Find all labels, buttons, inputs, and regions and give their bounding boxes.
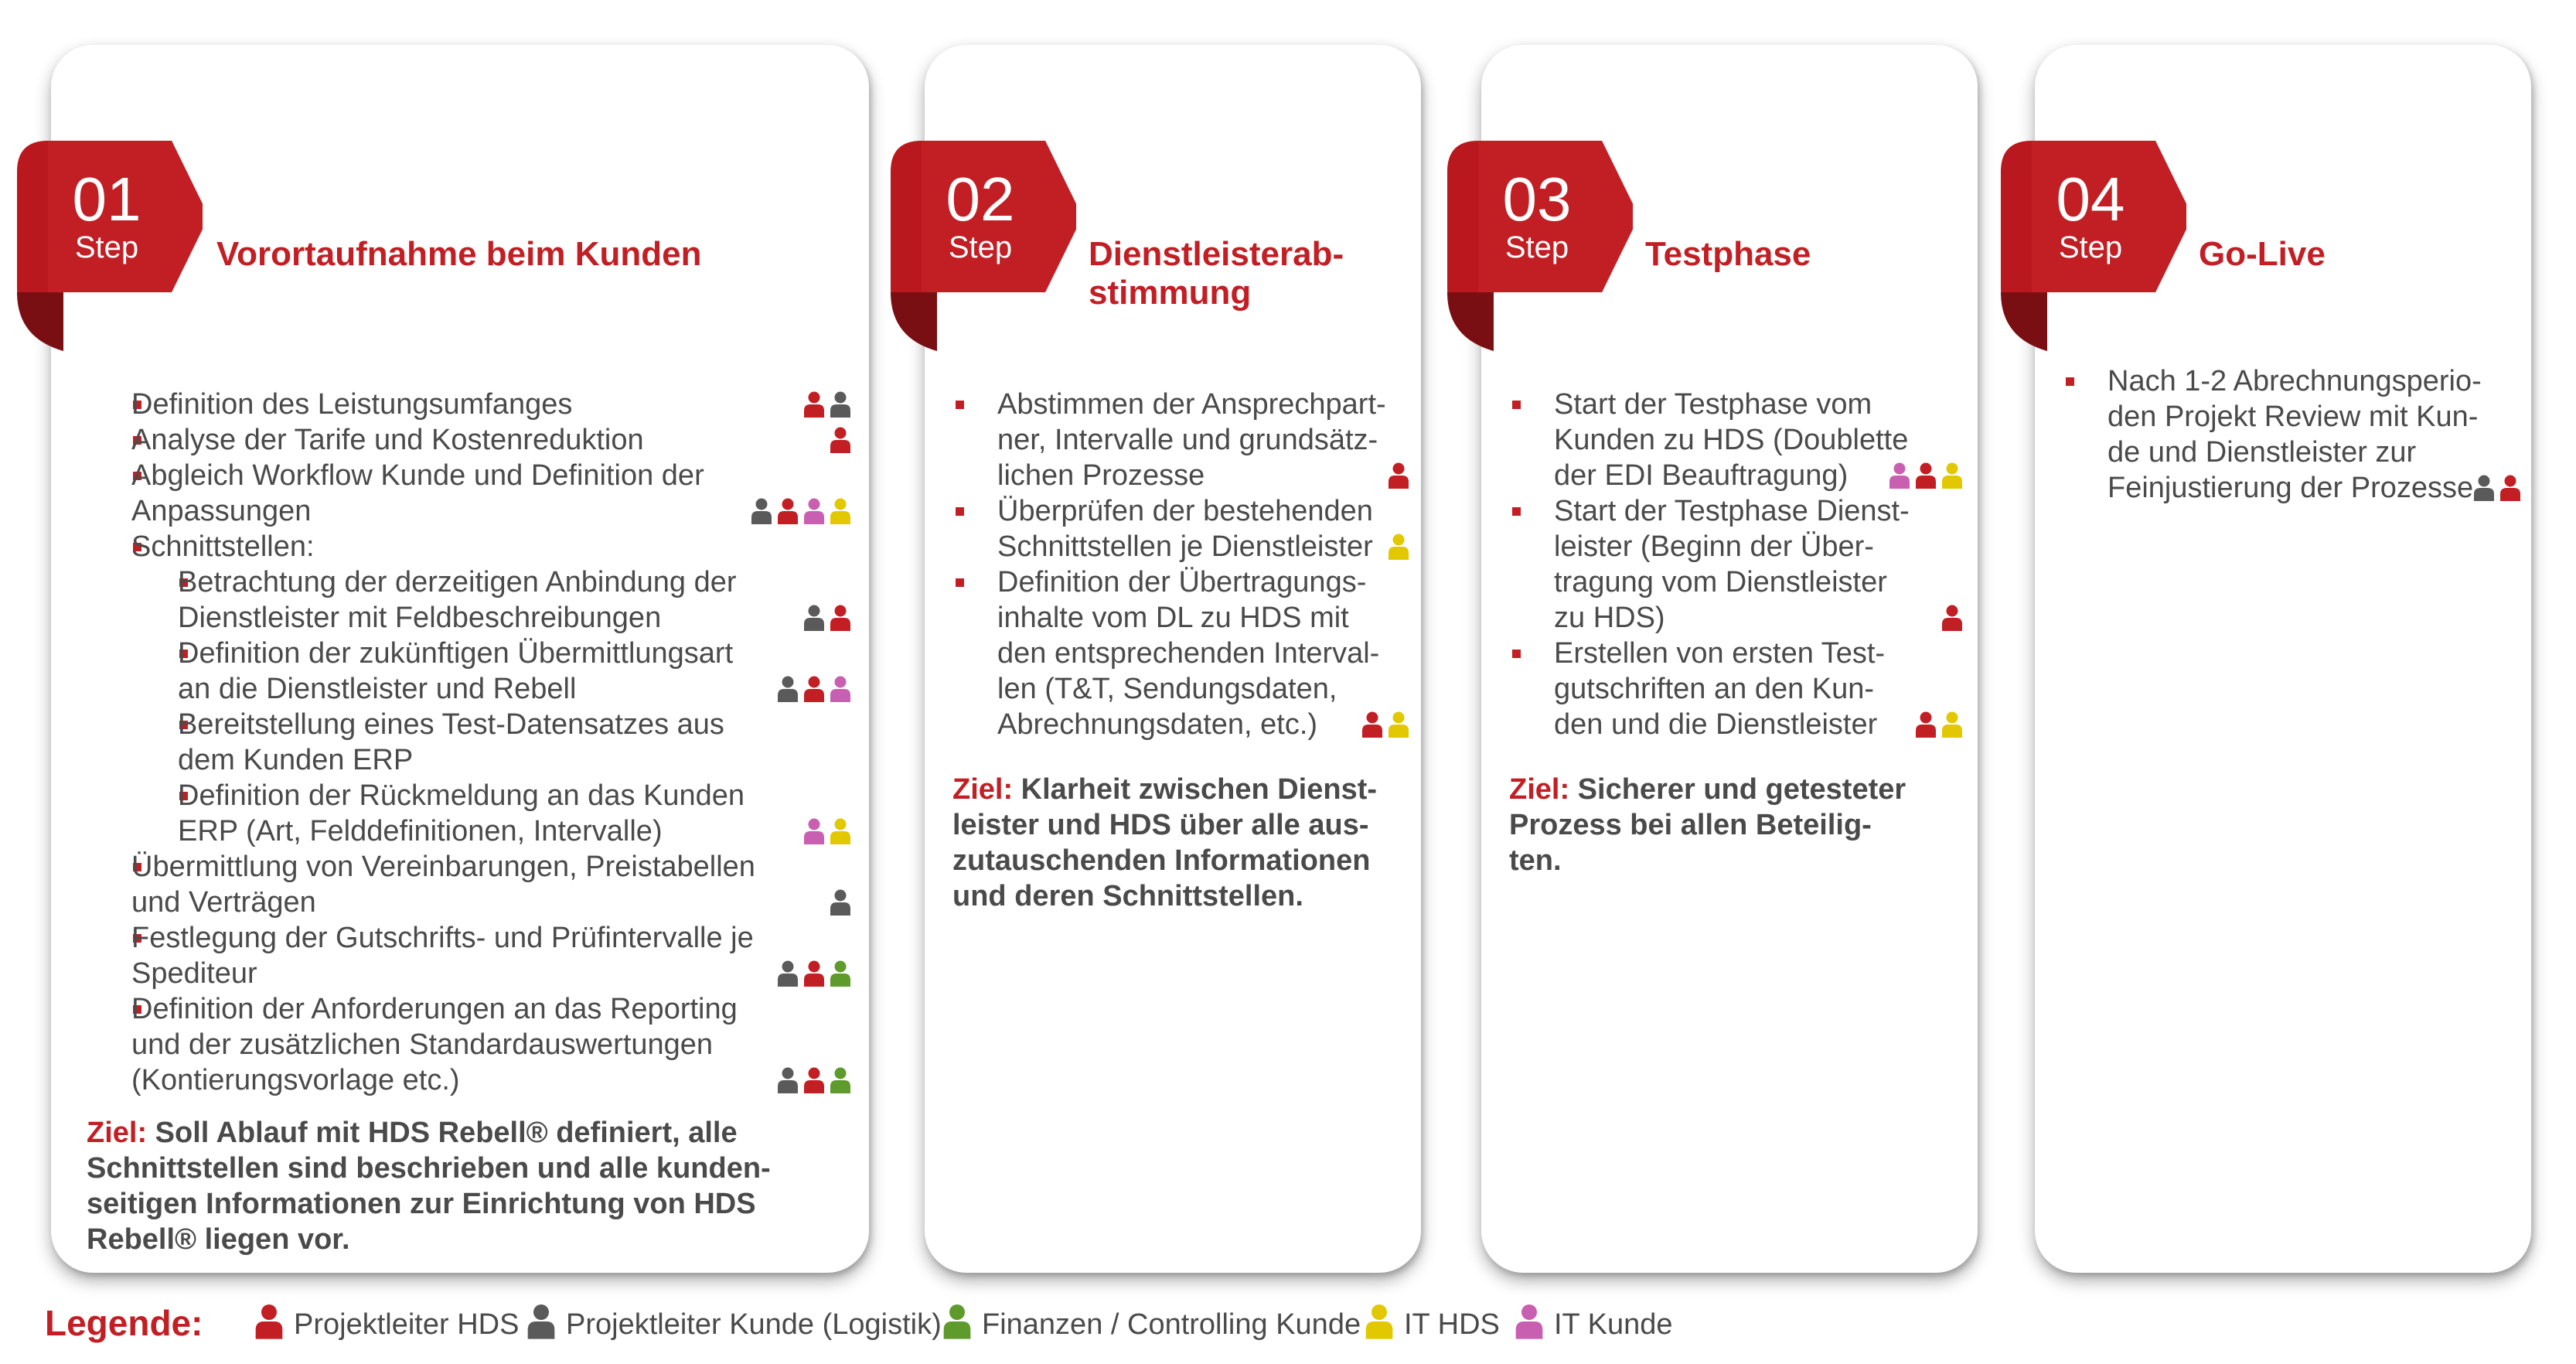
step-ribbon-2	[891, 141, 1076, 351]
list-item-text: Start der Testphase vom Kunden zu HDS (Doublette der EDI Beauftragung)	[1554, 388, 1909, 492]
it-kunde-person-icon	[829, 676, 852, 702]
kunde-pl-person-icon	[750, 498, 773, 524]
step-number: 02	[946, 165, 1015, 234]
goal-text	[1509, 772, 1927, 878]
kunde-pl-person-icon	[829, 391, 852, 418]
hds-pl-person-icon	[802, 676, 826, 702]
step-label: Step	[1504, 230, 1569, 264]
goal-label: Ziel:	[952, 773, 1014, 806]
legend-label: Projektleiter Kunde (Logistik)	[566, 1308, 942, 1341]
hds-pl-person-icon	[1387, 462, 1410, 489]
role-icons	[776, 676, 852, 702]
hds-pl-person-icon	[2499, 475, 2522, 501]
hds-pl-person-icon	[829, 427, 852, 453]
hds-pl-person-icon	[776, 498, 799, 524]
list-item-text: Festlegung der Gutschrifts- und Prüfintervalle je Spediteur	[131, 922, 754, 990]
step-label: Step	[948, 230, 1013, 264]
finanzen-person-icon	[829, 1067, 852, 1093]
finanzen-person-icon	[829, 960, 852, 987]
role-icons	[1941, 605, 1964, 631]
kunde-pl-person-icon	[829, 889, 852, 916]
step-label: Step	[74, 230, 139, 264]
goal-label: Ziel:	[1509, 773, 1570, 806]
step-title: Vorortaufnahme beim Kunden	[216, 235, 702, 273]
role-icons	[802, 605, 852, 631]
role-icons	[1914, 711, 1964, 738]
list-item-text: Abstimmen der Ansprechpart- ner, Intervalle und grundsätz- lichen Prozesse	[997, 388, 1386, 492]
role-icons	[802, 391, 852, 418]
kunde-pl-person-icon	[802, 605, 826, 631]
hds-pl-person-icon	[802, 1067, 826, 1093]
list-item-text: Definition der Rückmeldung an das Kunden ERP (Art, Felddefinitionen, Intervalle)	[178, 779, 745, 847]
role-icons	[1361, 711, 1410, 738]
goal-text	[87, 1115, 782, 1257]
kunde-pl-person-icon	[776, 1067, 799, 1093]
legend-title: Legende:	[45, 1303, 203, 1343]
step-number: 01	[72, 165, 141, 234]
role-icons	[802, 818, 852, 844]
list-item-text: Übermittlung von Vereinbarungen, Preistabellen und Verträgen	[131, 851, 755, 919]
step-number: 03	[1502, 165, 1572, 234]
step-ribbon-1	[17, 141, 203, 351]
step-title	[1089, 235, 1398, 312]
hds-pl-person-icon	[802, 960, 826, 987]
hds-pl-person-icon	[1914, 462, 1937, 489]
hds-pl-person-icon	[802, 391, 826, 418]
role-icons	[829, 427, 852, 453]
goal-text	[952, 772, 1378, 914]
goal-body: Sicherer und getesteter Prozess bei allen Beteilig- ten.	[1509, 773, 1906, 877]
bullet	[2066, 377, 2074, 386]
step-ribbon-3	[1447, 141, 1633, 351]
step-title: Testphase	[1645, 235, 1811, 273]
role-icons	[776, 1067, 852, 1093]
goal-body: Klarheit zwischen Dienst- leister und HDS über alle aus- zutauschenden Informationen und deren Schnittstellen.	[952, 773, 1378, 912]
list-item-text: Erstellen von ersten Test- gutschriften an den Kun- den und die Dienstleister	[1554, 637, 1886, 741]
role-icons	[829, 889, 852, 916]
step-number: 04	[2056, 165, 2125, 234]
list-item-text: Bereitstellung eines Test-Datensatzes aus dem Kunden ERP	[178, 708, 724, 776]
list-item-text: Definition des Leistungsumfanges	[131, 388, 573, 421]
bullet	[956, 401, 964, 409]
it-hds-person-icon	[829, 498, 852, 524]
step-ribbon-4	[2001, 141, 2186, 351]
hds-pl-person-icon	[829, 605, 852, 631]
it-hds-person-icon	[1941, 462, 1964, 489]
role-icons	[1888, 462, 1964, 489]
role-icons	[776, 960, 852, 987]
hds-pl-person-icon	[1914, 711, 1937, 738]
bullet	[956, 578, 964, 587]
kunde-pl-person-icon	[776, 960, 799, 987]
legend-label: IT HDS	[1404, 1308, 1500, 1341]
it-hds-person-icon	[1387, 534, 1410, 560]
it-kunde-person-icon	[802, 498, 826, 524]
list-item-text: Definition der zukünftigen Übermittlungsart an die Dienstleister und Rebell	[178, 637, 734, 705]
role-icons	[1387, 462, 1410, 489]
list-item-text: Abgleich Workflow Kunde und Definition der Anpassungen	[131, 459, 704, 527]
it-kunde-person-icon	[1888, 462, 1911, 489]
list-item-text: Schnittstellen:	[131, 530, 315, 563]
step-label: Step	[2058, 230, 2123, 264]
list-item-text: Überprüfen der bestehenden Schnittstellen je Dienstleister	[997, 495, 1373, 563]
it-kunde-person-icon	[802, 818, 826, 844]
list-item-text: Definition der Übertragungs- inhalte vom DL zu HDS mit den entsprechenden Interval- len (T&T, Sendungsdaten, Abrechnungsdaten, etc.)	[997, 566, 1380, 741]
hds-pl-person-icon	[1941, 605, 1964, 631]
legend-label: Projektleiter HDS	[294, 1308, 520, 1341]
bullet	[1512, 507, 1521, 516]
step-title-text: Dienstleisterab- stimmung	[1089, 235, 1344, 312]
it-hds-person-icon	[829, 818, 852, 844]
it-hds-person-icon	[1941, 711, 1964, 738]
role-icons	[750, 498, 852, 524]
step-title: Go-Live	[2199, 235, 2326, 273]
list-item-text: Analyse der Tarife und Kostenreduktion	[131, 424, 644, 456]
bullet	[1512, 401, 1521, 409]
list-item-text: Nach 1-2 Abrechnungsperio- den Projekt Review mit Kun- de und Dienstleister zur Feinjustierung der Prozesse	[2107, 365, 2482, 504]
kunde-pl-person-icon	[2472, 475, 2496, 501]
bullet	[1512, 650, 1521, 658]
hds-pl-person-icon	[1361, 711, 1384, 738]
role-icons	[1387, 534, 1410, 560]
goal-label: Ziel:	[87, 1117, 148, 1149]
list-item-text: Definition der Anforderungen an das Reporting und der zusätzlichen Standardauswertungen (Kontierungsvorlage etc.)	[131, 993, 738, 1096]
list-item-text: Betrachtung der derzeitigen Anbindung der Dienstleister mit Feldbeschreibungen	[178, 566, 737, 634]
list-item-text: Start der Testphase Dienst- leister (Beginn der Über- tragung vom Dienstleister zu HDS)	[1554, 495, 1910, 634]
kunde-pl-person-icon	[776, 676, 799, 702]
role-icons	[2472, 475, 2522, 501]
legend-label: Finanzen / Controlling Kunde	[982, 1308, 1361, 1341]
goal-body: Soll Ablauf mit HDS Rebell® definiert, alle Schnittstellen sind beschrieben und alle kunden- seitigen Informationen zur Einrichtung von HDS Rebell® liegen vor.	[87, 1117, 771, 1256]
bullet	[956, 507, 964, 516]
it-hds-person-icon	[1387, 711, 1410, 738]
legend-label: IT Kunde	[1554, 1308, 1673, 1341]
